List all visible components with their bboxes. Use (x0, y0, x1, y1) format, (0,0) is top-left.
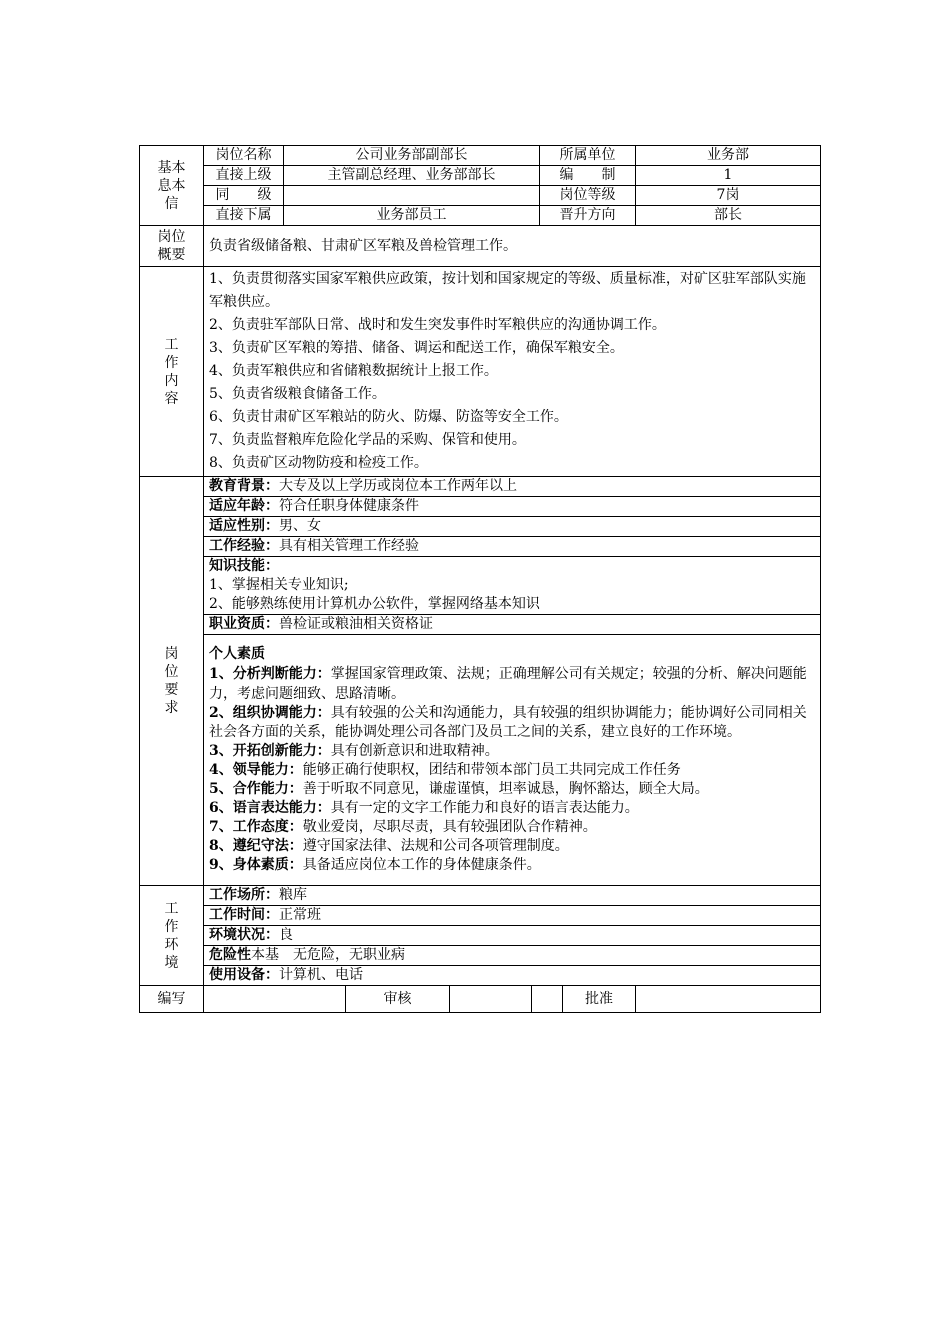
basic-row-2 (140, 166, 821, 186)
quality-item-key: 3、开拓创新能力： (209, 743, 331, 759)
quality-field (204, 635, 821, 886)
skills-key: 知识技能： (209, 558, 279, 574)
education-key: 教育背景： (209, 478, 279, 494)
quality-item (209, 742, 815, 761)
requirements-label-line-4: 求 (164, 700, 179, 716)
skills-field (204, 557, 821, 615)
experience-key: 工作经验： (209, 538, 279, 554)
duties-list (204, 267, 821, 477)
duties-label-line-3: 内 (164, 372, 179, 389)
place-field (204, 886, 821, 906)
requirements-label-line-3: 要 (164, 682, 179, 698)
age-value: 符合任职身体健康条件 (279, 498, 419, 514)
req-age-row (140, 497, 821, 517)
qualification-value: 兽检证或粮油相关资格证 (279, 616, 433, 632)
environment-label (140, 886, 204, 986)
quality-item-key: 2、组织协调能力： (209, 705, 331, 721)
summary-text: 负责省级储备粮、甘肃矿区军粮及兽检管理工作。 (204, 226, 821, 267)
superior-label: 直接上级 (204, 166, 284, 186)
gender-field (204, 517, 821, 537)
grade-value: 7岗 (636, 186, 821, 206)
duty-item: 7、负责监督粮库危险化学品的采购、保管和使用。 (209, 432, 526, 448)
duty-item: 2、负责驻军部队日常、战时和发生突发事件时军粮供应的沟通协调工作。 (209, 317, 666, 333)
unit-label: 所属单位 (540, 146, 636, 166)
environment-label-line-4: 境 (164, 954, 179, 971)
grade-label: 岗位等级 (540, 186, 636, 206)
req-experience-row (140, 537, 821, 557)
quality-item-value: 能够正确行使职权，团结和带领本部门员工共同完成工作任务 (302, 762, 681, 778)
education-value: 大专及以上学历或岗位本工作两年以上 (279, 478, 517, 494)
requirements-label-line-2: 位 (164, 664, 179, 680)
review-group (346, 986, 532, 1013)
review-label: 审核 (346, 986, 450, 1012)
subordinate-value: 业务部员工 (284, 206, 540, 226)
quality-item (209, 856, 815, 875)
time-field (204, 906, 821, 926)
requirements-label-line-1: 岗 (164, 646, 179, 662)
equipment-key: 使用设备： (209, 967, 279, 983)
footer-row (140, 986, 821, 1013)
duties-label (140, 267, 204, 477)
quality-item (209, 664, 815, 704)
duty-item: 8、负责矿区动物防疫和检疫工作。 (209, 455, 428, 471)
summary-row (140, 226, 821, 267)
duty-item: 5、负责省级粮食储备工作。 (209, 386, 386, 402)
basic-row-3 (140, 186, 821, 206)
env-danger-row (140, 946, 821, 966)
summary-label-line-1: 岗位 (157, 229, 186, 245)
quality-item (209, 780, 815, 799)
duties-row (140, 267, 821, 477)
danger-value: 本基 无危险，无职业病 (251, 947, 405, 963)
quality-item-key: 5、合作能力： (209, 781, 303, 797)
experience-value: 具有相关管理工作经验 (279, 538, 419, 554)
quality-item-value: 具有较强的公关和沟通能力，具有较强的组织协调能力；能协调好公司同相关社会各方面的关系，能协调处理公司各部门及员工之间的关系，建立良好的工作环境。 (209, 705, 807, 740)
superior-value: 主管副总经理、业务部部长 (284, 166, 540, 186)
peer-value (284, 186, 540, 206)
quality-item-value: 具有一定的文字工作能力和良好的语言表达能力。 (330, 800, 639, 816)
req-gender-row (140, 517, 821, 537)
write-label: 编写 (140, 986, 204, 1013)
quality-item (209, 799, 815, 818)
subordinate-label: 直接下属 (204, 206, 284, 226)
env-equipment-row (140, 966, 821, 986)
requirements-label (140, 477, 204, 886)
place-key: 工作场所： (209, 887, 279, 903)
time-key: 工作时间： (209, 907, 279, 923)
gender-value: 男、女 (279, 518, 321, 534)
req-qualification-row (140, 615, 821, 635)
summary-label-line-2: 概要 (157, 247, 186, 263)
duty-item: 3、负责矿区军粮的筹措、储备、调运和配送工作，确保军粮安全。 (209, 340, 624, 356)
quality-item (209, 704, 815, 742)
environment-label-line-2: 作 (164, 918, 179, 935)
equipment-field (204, 966, 821, 986)
quality-item (209, 761, 815, 780)
duty-item: 1、负责贯彻落实国家军粮供应政策，按计划和国家规定的等级、质量标准，对矿区驻军部队实施军粮供应。 (209, 271, 806, 310)
quality-item-value: 敬业爱岗，尽职尽责，具有较强团队合作精神。 (302, 819, 597, 835)
duties-label-line-1: 工 (164, 336, 179, 353)
quality-item-value: 具备适应岗位本工作的身体健康条件。 (302, 857, 541, 873)
quality-item-key: 8、遵纪守法： (209, 838, 303, 854)
skill-item: 1、掌握相关专业知识; (209, 577, 349, 593)
promotion-label: 晋升方向 (540, 206, 636, 226)
basic-label-line-2: 息本 (157, 177, 186, 194)
experience-field (204, 537, 821, 557)
danger-key: 危险性 (209, 947, 251, 963)
req-skills-row (140, 557, 821, 615)
job-description-sheet (139, 145, 820, 1013)
quality-item-value: 遵守国家法律、法规和公司各项管理制度。 (302, 838, 569, 854)
quality-item-key: 7、工作态度： (209, 819, 303, 835)
env-time-row (140, 906, 821, 926)
approve-label: 批准 (585, 991, 613, 1007)
quality-item-key: 1、分析判断能力： (209, 666, 331, 682)
position-name-value: 公司业务部副部长 (284, 146, 540, 166)
env-place-row (140, 886, 821, 906)
quality-item-key: 9、身体素质： (209, 857, 303, 873)
quality-item (209, 818, 815, 837)
promotion-value: 部长 (636, 206, 821, 226)
environment-label-line-1: 工 (164, 900, 179, 917)
quality-title: 个人素质 (209, 646, 265, 662)
review-value-extra[interactable] (532, 986, 563, 1012)
approve-value[interactable] (636, 986, 821, 1013)
qualification-key: 职业资质： (209, 616, 279, 632)
quality-item-value: 掌握国家管理政策、法规；正确理解公司有关规定；较强的分析、解决问题能力，考虑问题细致、思路清晰。 (209, 666, 807, 702)
education-field (204, 477, 821, 497)
basic-row-1 (140, 146, 821, 166)
quality-item-value: 具有创新意识和进取精神。 (330, 743, 499, 759)
basic-label-line-1: 基本 (157, 159, 186, 176)
summary-label (140, 226, 204, 267)
quality-item-key: 4、领导能力： (209, 762, 303, 778)
env-condition-row (140, 926, 821, 946)
duties-label-line-4: 容 (164, 390, 179, 407)
danger-field (204, 946, 821, 966)
age-key: 适应年龄： (209, 498, 279, 514)
position-name-label: 岗位名称 (204, 146, 284, 166)
time-value: 正常班 (279, 907, 321, 923)
basic-row-4 (140, 206, 821, 226)
environment-label-line-3: 环 (164, 936, 179, 953)
gender-key: 适应性别： (209, 518, 279, 534)
duty-item: 6、负责甘肃矿区军粮站的防火、防爆、防盗等安全工作。 (209, 409, 568, 425)
condition-key: 环境状况： (209, 927, 279, 943)
quality-item (209, 837, 815, 856)
unit-value: 业务部 (636, 146, 821, 166)
req-quality-row (140, 635, 821, 886)
duties-label-line-2: 作 (164, 354, 179, 371)
peer-label: 同 级 (204, 186, 284, 206)
job-description-table (139, 145, 821, 1013)
basic-section-label (140, 146, 204, 226)
skill-item: 2、能够熟练使用计算机办公软件，掌握网络基本知识 (209, 596, 540, 612)
headcount-label: 编 制 (540, 166, 636, 186)
req-education-row (140, 477, 821, 497)
write-value[interactable] (204, 986, 346, 1013)
review-value[interactable] (450, 986, 531, 1012)
qualification-field (204, 615, 821, 635)
quality-item-value: 善于听取不同意见，谦虚谨慎，坦率诚恳，胸怀豁达，顾全大局。 (302, 781, 709, 797)
approve-group (532, 986, 636, 1013)
condition-field (204, 926, 821, 946)
duty-item: 4、负责军粮供应和省储粮数据统计上报工作。 (209, 363, 498, 379)
basic-label-line-3: 信 (164, 195, 179, 212)
place-value: 粮库 (279, 887, 307, 903)
quality-item-key: 6、语言表达能力： (209, 800, 331, 816)
headcount-value: 1 (636, 166, 821, 186)
condition-value: 良 (279, 927, 293, 943)
equipment-value: 计算机、电话 (279, 967, 363, 983)
age-field (204, 497, 821, 517)
